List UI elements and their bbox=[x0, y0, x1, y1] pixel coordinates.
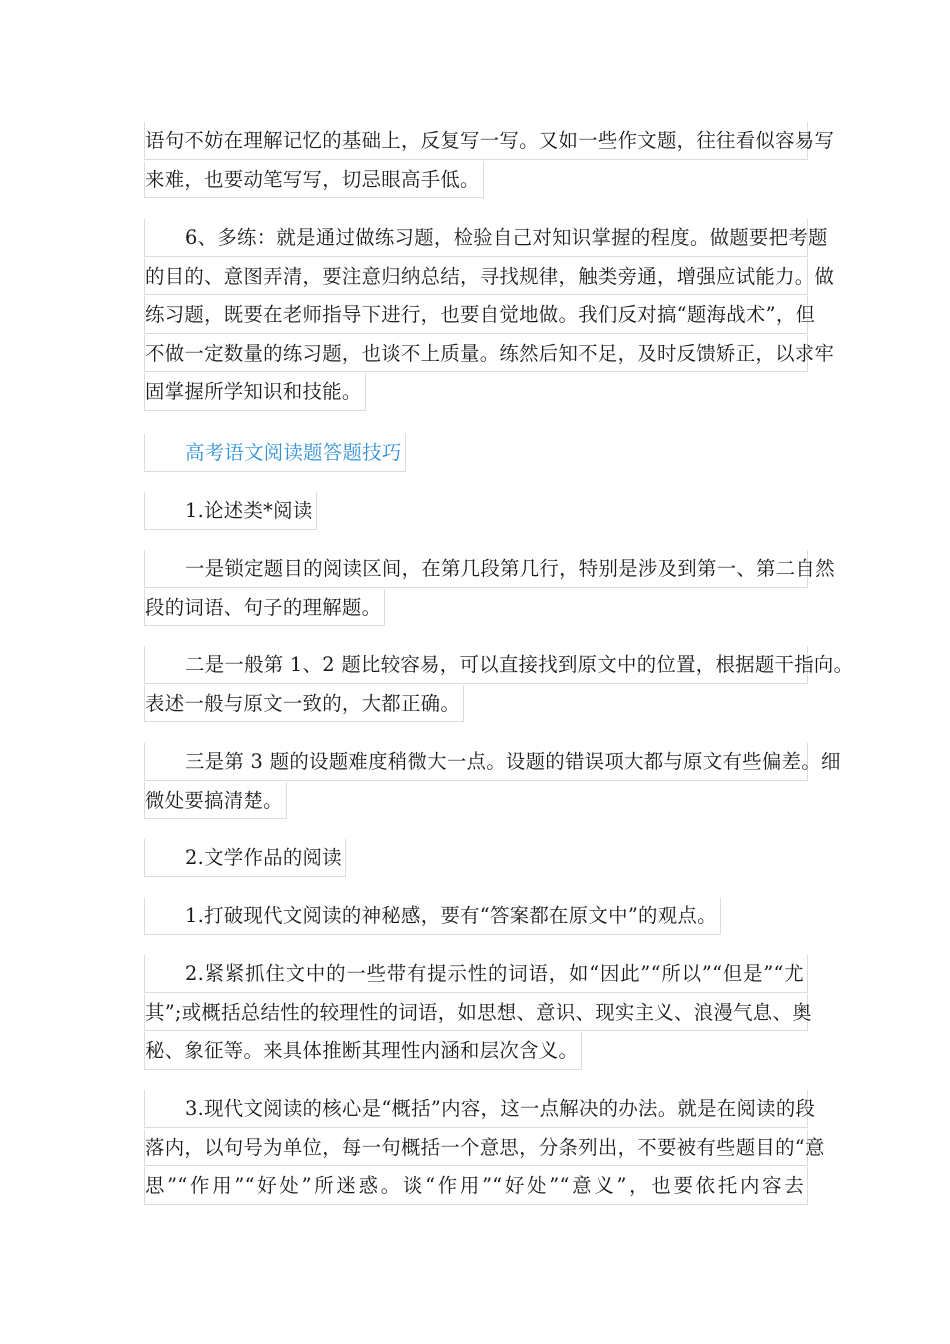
text-line: 二是一般第 1、2 题比较容易，可以直接找到原文中的位置，根据题干指向。 bbox=[144, 646, 808, 685]
paragraph-tip-one bbox=[144, 550, 835, 627]
subheading-argumentative-reading bbox=[144, 492, 808, 531]
text-line: 段的词语、句子的理解题。 bbox=[144, 589, 808, 628]
text-line: 三是第 3 题的设题难度稍微大一点。设题的错误项大都与原文有些偏差。细 bbox=[144, 743, 808, 782]
text-line: 固掌握所学知识和技能。 bbox=[144, 373, 808, 412]
text-line: 微处要搞清楚。 bbox=[144, 782, 808, 821]
paragraph-point-two bbox=[144, 955, 812, 1071]
text-line: 来难，也要动笔写写，切忌眼高手低。 bbox=[144, 161, 808, 200]
paragraph-writing-practice bbox=[144, 122, 835, 199]
text-line: 落内，以句号为单位，每一句概括一个意思，分条列出，不要被有些题目的“意 bbox=[144, 1129, 808, 1168]
paragraph-tip-three bbox=[144, 743, 841, 820]
subheading-literary-reading bbox=[144, 839, 808, 878]
text-line: 1.打破现代文阅读的神秘感，要有“答案都在原文中”的观点。 bbox=[144, 897, 808, 936]
text-line: 3.现代文阅读的核心是“概括”内容，这一点解决的办法。就是在阅读的段 bbox=[144, 1090, 808, 1129]
heading-line: 高考语文阅读题答题技巧 bbox=[144, 434, 808, 473]
text-line: 表述一般与原文一致的，大都正确。 bbox=[144, 685, 808, 724]
text-line: 1.论述类*阅读 bbox=[144, 492, 808, 531]
text-line: 2.文学作品的阅读 bbox=[144, 839, 808, 878]
text-line: 其”;或概括总结性的较理性的词语，如思想、意识、现实主义、浪漫气息、奥 bbox=[144, 994, 808, 1033]
text-line: 一是锁定题目的阅读区间，在第几段第几行，特别是涉及到第一、第二自然 bbox=[144, 550, 808, 589]
text-line: 不做一定数量的练习题，也谈不上质量。练然后知不足，及时反馈矫正，以求牢 bbox=[144, 335, 808, 374]
text-line: 秘、象征等。来具体推断其理性内涵和层次含义。 bbox=[144, 1032, 808, 1071]
text-line: 思”“作用”“好处”所迷惑。谈“作用”“好处”“意义”，也要依托内容去 bbox=[144, 1167, 808, 1206]
section-heading bbox=[144, 434, 808, 473]
paragraph-point-one bbox=[144, 897, 808, 936]
paragraph-point-three bbox=[144, 1090, 825, 1206]
paragraph-tip-two bbox=[144, 646, 854, 723]
text-line: 2.紧紧抓住文中的一些带有提示性的词语，如“因此”“所以”“但是”“尤 bbox=[144, 955, 808, 994]
text-line: 语句不妨在理解记忆的基础上，反复写一写。又如一些作文题，往往看似容易写 bbox=[144, 122, 808, 161]
paragraph-practice-more bbox=[144, 219, 835, 412]
text-line: 的目的、意图弄清，要注意归纳总结，寻找规律，触类旁通，增强应试能力。做 bbox=[144, 258, 808, 297]
text-line: 练习题，既要在老师指导下进行，也要自觉地做。我们反对搞“题海战术”，但 bbox=[144, 296, 808, 335]
text-line: 6、多练：就是通过做练习题，检验自己对知识掌握的程度。做题要把考题 bbox=[144, 219, 808, 258]
